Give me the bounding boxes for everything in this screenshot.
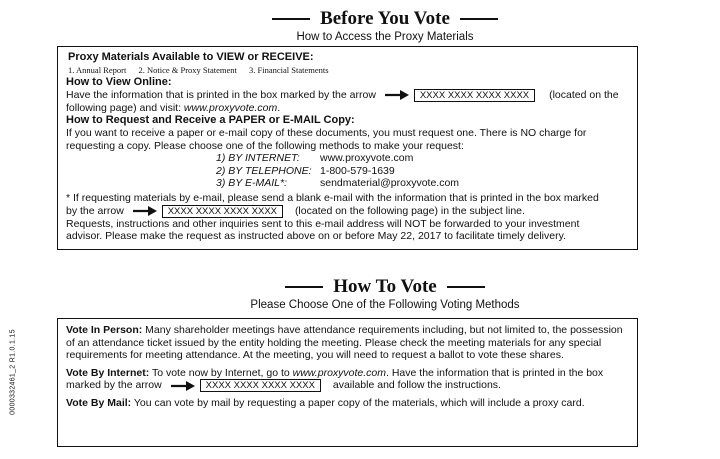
vote-by-mail-section: [66, 397, 629, 410]
material-item: 1. Annual Report: [68, 64, 127, 75]
proxyvote-link[interactable]: www.proxyvote.com: [183, 101, 278, 114]
method-email-value[interactable]: sendmaterial@proxyvote.com: [320, 177, 460, 190]
method-label: 2) BY TELEPHONE:: [216, 164, 312, 177]
control-number-box: XXXX XXXX XXXX XXXX: [414, 89, 535, 102]
vote-by-mail-label: Vote By Mail:: [66, 397, 132, 410]
view-online-line-1: [66, 89, 629, 102]
title-rule-left: [285, 286, 323, 288]
control-number-box: XXXX XXXX XXXX XXXX: [162, 205, 283, 218]
view-line2-post: .: [277, 101, 281, 114]
view-online-heading: How to View Online:: [66, 76, 172, 89]
view-online-line-2: [66, 102, 629, 115]
request-copy-heading: How to Request and Receive a PAPER or E-MAIL Copy:: [66, 114, 355, 127]
request-line-1: If you want to receive a paper or e-mail copy of these documents, you must request one. There is NO charge for: [66, 126, 587, 139]
proxy-materials-box: [57, 46, 638, 250]
how-to-vote-subtitle: Please Choose One of the Following Voting Methods: [250, 299, 520, 311]
vote-internet-text-2: marked by the arrow: [66, 379, 162, 392]
vote-by-internet-section: [66, 367, 629, 393]
method-internet-value[interactable]: www.proxyvote.com: [320, 152, 414, 165]
view-line1-post: (located on the: [549, 88, 619, 101]
title-rule-right: [460, 18, 498, 20]
method-label: 1) BY INTERNET:: [216, 152, 300, 165]
request-method-telephone: [216, 165, 629, 178]
view-line2-text: following page) and visit:: [66, 101, 184, 114]
side-document-code: [6, 292, 20, 452]
vote-internet-text-1: To vote now by Internet, go to: [149, 366, 293, 379]
footer-line-1: Requests, instructions and other inquiries sent to this e-mail address will NOT be forwarded to your investment: [66, 217, 580, 230]
material-item: 3. Financial Statements: [249, 64, 329, 75]
method-label: 3) BY E-MAIL*:: [216, 177, 287, 190]
note-line2-text: by the arrow: [66, 204, 124, 217]
vote-internet-text-2-post: available and follow the instructions.: [332, 379, 501, 392]
method-telephone-value[interactable]: 1-800-579-1639: [320, 164, 395, 177]
proxyvote-link[interactable]: www.proxyvote.com: [292, 366, 387, 379]
control-number-box: XXXX XXXX XXXX XXXX: [200, 379, 321, 392]
how-to-vote-title: How To Vote: [333, 276, 437, 297]
materials-heading: Proxy Materials Available to VIEW or RECEIVE:: [68, 51, 314, 63]
vote-in-person-text-3: requirements for meeting attendance. At the meeting, you will need to request a ballot to vote these shares.: [66, 349, 564, 362]
view-line1-text: Have the information that is printed in the box marked by the arrow: [66, 88, 376, 101]
arrow-right-icon: [171, 381, 195, 391]
arrow-right-icon: [133, 206, 157, 216]
vote-internet-text-1-post: . Have the information that is printed in the box: [386, 366, 604, 379]
title-rule-left: [272, 18, 310, 20]
materials-list: [66, 64, 629, 77]
before-you-vote-title-row: [60, 8, 710, 30]
note-line2-post: (located on the following page) in the subject line.: [294, 204, 525, 217]
how-to-vote-title-row: [60, 276, 710, 298]
vote-in-person-text-2: of an attendance ticket issued by the entity holding the meeting. Please check the meeting materials for any special: [66, 336, 602, 349]
request-line-2: requesting a copy. Please choose one of the following methods to make your request:: [66, 139, 464, 152]
email-note-line-1: * If requesting materials by e-mail, please send a blank e-mail with the information that is printed in the box marked: [66, 191, 599, 204]
before-you-vote-title: Before You Vote: [320, 8, 450, 29]
footer-line-2: advisor. Please make the request as instructed above on or before May 22, 2017 to facilitate timely delivery.: [66, 230, 566, 243]
request-methods-list: [216, 152, 629, 190]
title-rule-right: [447, 286, 485, 288]
material-item: 2. Notice & Proxy Statement: [138, 64, 237, 75]
request-method-email: [216, 177, 629, 190]
vote-by-mail-text: You can vote by mail by requesting a paper copy of the materials, which will include a proxy card.: [131, 397, 585, 410]
email-note-line-2: [66, 205, 629, 218]
request-method-internet: [216, 152, 629, 165]
vote-in-person-text-1: Many shareholder meetings have attendance requirements including, but not limited to, the possession: [142, 324, 623, 336]
vote-in-person-label: Vote In Person:: [66, 324, 143, 336]
arrow-right-icon: [385, 90, 409, 100]
voting-methods-box: [57, 318, 638, 447]
before-you-vote-subtitle: How to Access the Proxy Materials: [296, 31, 474, 43]
vote-in-person-section: [66, 324, 629, 362]
vote-by-internet-label: Vote By Internet:: [66, 366, 150, 379]
side-code-text: 0000332461_2 R1.0.1.15: [9, 329, 17, 415]
